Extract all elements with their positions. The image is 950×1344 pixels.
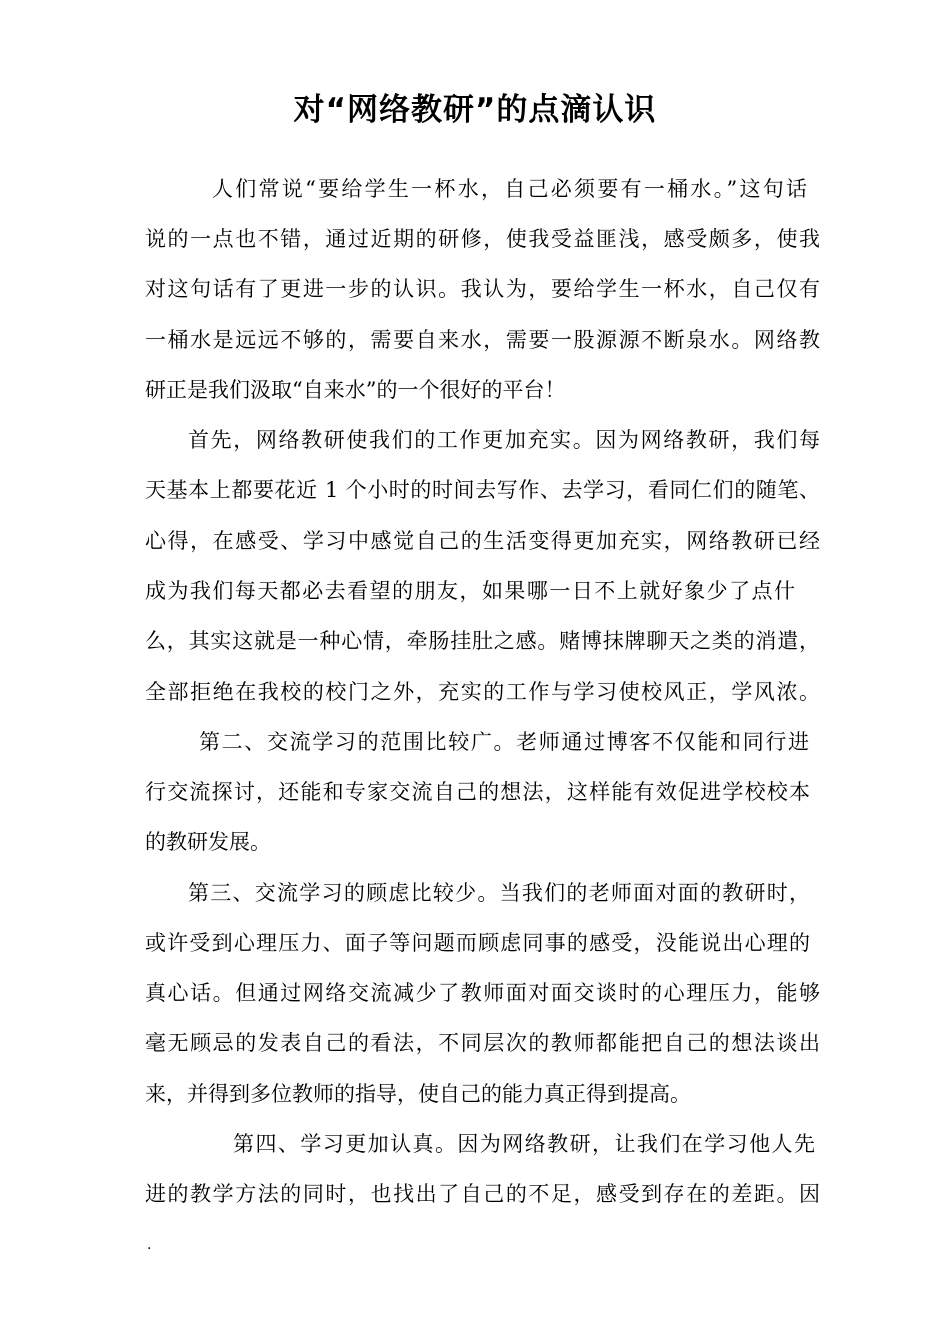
paragraph-line: 说的一点也不错，通过近期的研修，使我受益匪浅，感受颇多，使我 <box>145 227 820 251</box>
paragraph-line: 天基本上都要花近 1 个小时的时间去写作、去学习，看同仁们的随笔、 <box>145 478 820 502</box>
paragraph-line: 首先，网络教研使我们的工作更加充实。因为网络教研，我们每 <box>188 428 820 452</box>
footer-mark: . <box>147 1237 152 1253</box>
paragraph-line: 么，其实这就是一种心情，牵肠挂肚之感。赌博抹牌聊天之类的消遣， <box>145 629 820 653</box>
paragraph-line: 行交流探讨，还能和专家交流自己的想法，这样能有效促进学校校本 <box>145 780 810 804</box>
paragraph-line: 一桶水是远远不够的，需要自来水，需要一股源源不断泉水。网络教 <box>145 328 820 352</box>
document-title: 对“网络教研”的点滴认识 <box>293 92 657 128</box>
paragraph-line: 对这句话有了更进一步的认识。我认为，要给学生一杯水，自己仅有 <box>145 277 820 301</box>
paragraph-line: 的教研发展。 <box>145 830 271 854</box>
paragraph-line: 第三、交流学习的顾虑比较少。当我们的老师面对面的教研时， <box>188 881 810 905</box>
paragraph-line: 第四、学习更加认真。因为网络教研，让我们在学习他人先 <box>233 1132 815 1156</box>
paragraph-line: 进的教学方法的同时，也找出了自己的不足，感受到存在的差距。因 <box>145 1182 820 1206</box>
paragraph-line: 来，并得到多位教师的指导，使自己的能力真正得到提高。 <box>145 1082 691 1106</box>
paragraph-line: 心得，在感受、学习中感觉自己的生活变得更加充实，网络教研已经 <box>145 529 820 553</box>
paragraph-line: 真心话。但通过网络交流减少了教师面对面交谈时的心理压力，能够 <box>145 981 820 1005</box>
paragraph-line: 成为我们每天都必去看望的朋友，如果哪一日不上就好象少了点什 <box>145 579 795 603</box>
paragraph-line: 或许受到心理压力、面子等问题而顾虑同事的感受，没能说出心理的 <box>145 931 810 955</box>
paragraph-line: 第二、交流学习的范围比较广。老师通过博客不仅能和同行进 <box>199 730 809 754</box>
paragraph-line: 人们常说“要给学生一杯水，自己必须要有一桶水。”这句话 <box>212 177 807 201</box>
paragraph-line: 全部拒绝在我校的校门之外，充实的工作与学习使校风正，学风浓。 <box>145 680 820 704</box>
paragraph-line: 毫无顾忌的发表自己的看法，不同层次的教师都能把自己的想法谈出 <box>145 1031 820 1055</box>
paragraph-line: 研正是我们汲取“自来水”的一个很好的平台！ <box>145 378 566 402</box>
